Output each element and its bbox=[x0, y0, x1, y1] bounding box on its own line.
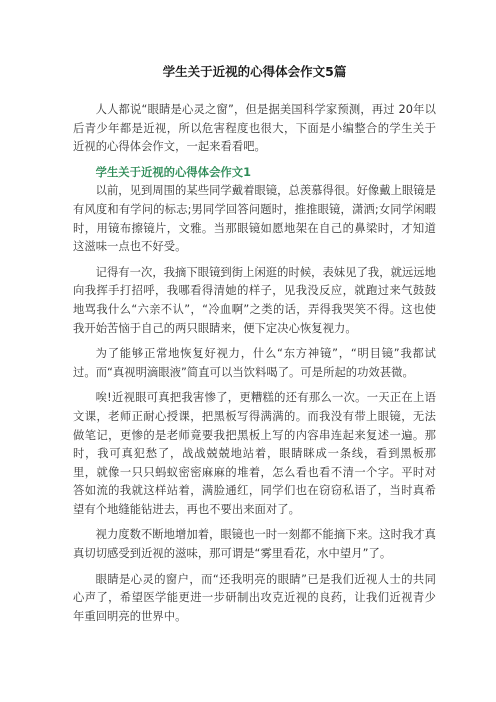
document-title: 学生关于近视的心得体会作文5篇 bbox=[162, 64, 347, 79]
body-paragraph: 以前，见到周围的某些同学戴着眼镜，总羡慕得很。好像戴上眼镜是有风度和有学问的标志;男同学回答问题时，推推眼镜，潇洒;女同学闲暇时，用镜布擦镜片，文雅。当那眼镜如愿地架在自己的鼻梁时，才知道这滋味一点也不好受。 bbox=[73, 184, 437, 254]
body-paragraph: 视力度数不断地增加着，眼镜也一时一刻都不能摘下来。这时我才真真切切感受到近视的滋味，那可谓是“雾里看花，水中望月”了。 bbox=[73, 528, 437, 561]
body-paragraph: 唉!近视眼可真把我害惨了，更糟糕的还有那么一次。一天正在上语文课，老师正耐心授课，把黑板写得满满的。而我没有带上眼镜，无法做笔记，更惨的是老师竟要我把黑板上写的内容串连起来复述一遍。那时，我可真犯愁了，战战兢兢地站着，眼睛眯成一条线，看到黑板那里，就像一只只蚂蚁密密麻麻的堆着，怎么看也看不清一个字。平时对答如流的我就这样站着，满脸通红，同学们也在窃窃私语了，当时真希望有个地缝能钻进去，再也不要出来面对了。 bbox=[73, 391, 436, 516]
body-paragraph: 眼睛是心灵的窗户，而“还我明亮的眼睛”已是我们近视人士的共同心声了，希望医学能更进一步研制出攻克近视的良药，让我们近视青少年重回明亮的世界中。 bbox=[73, 572, 436, 623]
section-heading: 学生关于近视的心得体会作文1 bbox=[95, 165, 252, 179]
body-paragraph: 为了能够正常地恢复好视力，什么“东方神镜”，“明目镜”我都试过。而“真视明滴眼液”简直可以当饮料喝了。可是所起的功效甚微。 bbox=[73, 347, 436, 379]
body-paragraph: 记得有一次，我摘下眼镜到街上闲逛的时候，表妹见了我，就远远地向我挥手打招呼，我哪看得清她的样子，见我没反应，就跑过来气鼓鼓地骂我什么“六亲不认”，“冷血啊”之类的话，弄得我哭笑不得。这也使我开始苦恼于自己的两只眼睛来，便下定决心恢复视力。 bbox=[73, 265, 437, 335]
intro-paragraph: 人人都说“眼睛是心灵之窗”，但是据美国科学家预测，再过 20年以后青少年都是近视，所以危害程度也很大，下面是小编整合的学生关于近视的心得体会作文，一起来看看吧。 bbox=[73, 103, 436, 154]
